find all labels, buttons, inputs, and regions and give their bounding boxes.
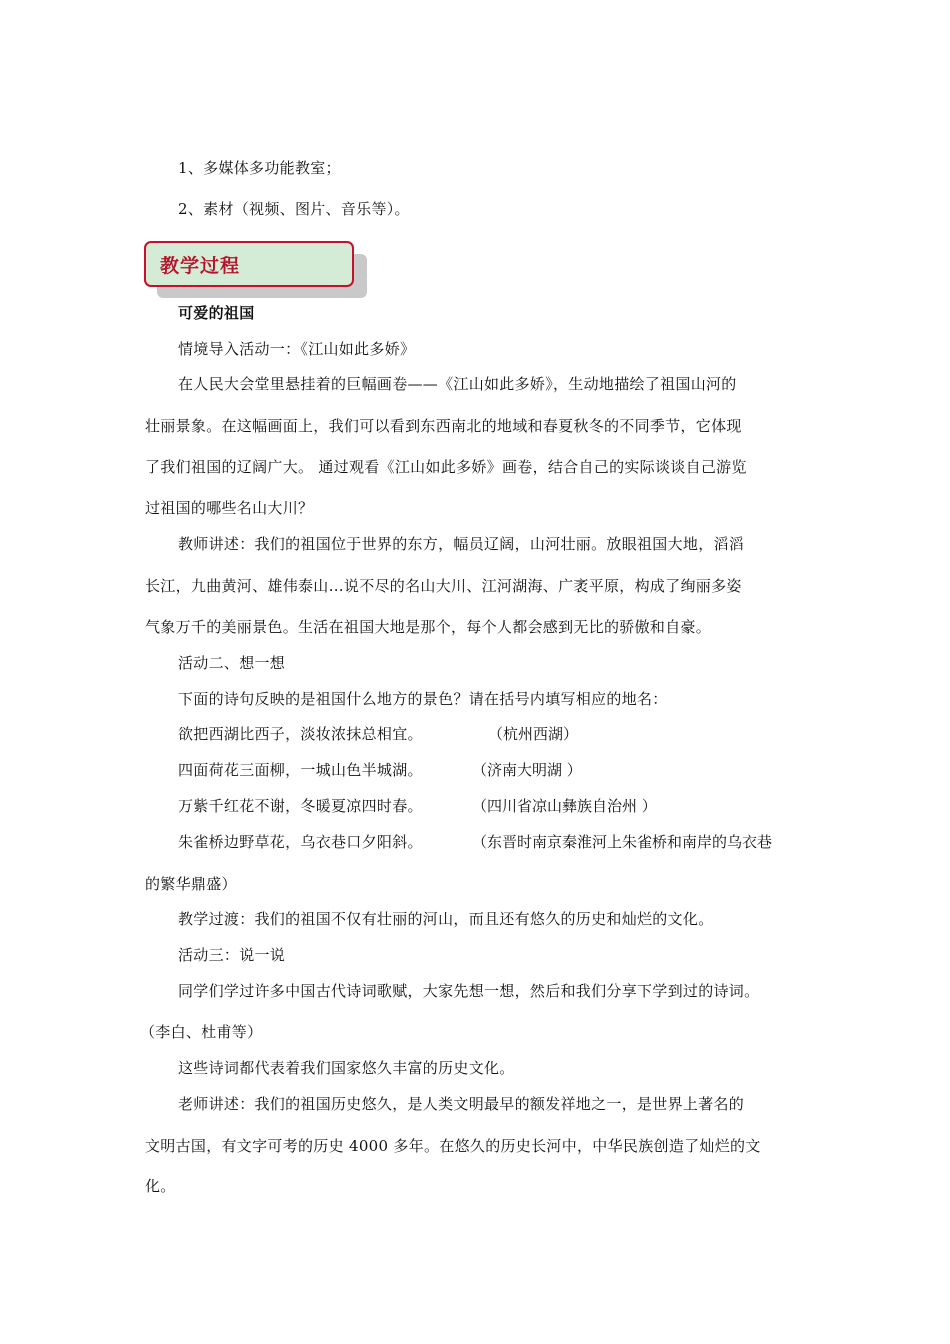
activity1-title: 情境导入活动一：《江山如此多娇》	[178, 340, 416, 358]
teacher1-line-2: 长江，九曲黄河、雄伟泰山…说不尽的名山大川、江河湖海、广袤平原，构成了绚丽多姿	[145, 577, 742, 595]
section-header-label: 教学过程	[160, 255, 241, 277]
teacher1-line-1: 教师讲述：我们的祖国位于世界的东方，幅员辽阔，山河壮丽。放眼祖国大地，滔滔	[178, 535, 745, 553]
activity2-title: 活动二、想一想	[178, 654, 286, 672]
poem-answer-continuation: 的繁华鼎盛）	[145, 875, 237, 893]
poem-line: 朱雀桥边野草花，乌衣巷口夕阳斜。	[178, 833, 423, 851]
materials-item-2: 2、素材（视频、图片、音乐等）。	[178, 200, 410, 218]
activity1-para-line-3: 了我们祖国的辽阔广大。 通过观看《江山如此多娇》画卷，结合自己的实际谈谈自己游览	[145, 458, 747, 476]
materials-item-1: 1、多媒体多功能教室；	[178, 159, 341, 177]
activity1-para-line-4: 过祖国的哪些名山大川？	[145, 499, 314, 517]
poem-line: 欲把西湖比西子，淡妆浓抹总相宜。	[178, 725, 423, 743]
section-header-box	[144, 241, 354, 287]
activity1-para-line-2: 壮丽景象。在这幅画面上，我们可以看到东西南北的地域和春夏秋冬的不同季节，它体现	[145, 417, 742, 435]
teacher2-line-1: 老师讲述：我们的祖国历史悠久，是人类文明最早的额发祥地之一，是世界上著名的	[178, 1095, 745, 1113]
poem-line: 四面荷花三面柳，一城山色半城湖。	[178, 761, 423, 779]
poem-answer: （济南大明湖 ）	[472, 761, 582, 779]
poem-answer: （杭州西湖）	[488, 725, 579, 743]
poem-answer: （四川省凉山彝族自治州 ）	[472, 797, 657, 815]
poem-line: 万紫千红花不谢，冬暖夏凉四时春。	[178, 797, 423, 815]
teacher2-line-3: 化。	[145, 1177, 176, 1195]
activity3-para1: 同学们学过许多中国古代诗词歌赋，大家先想一想，然后和我们分享下学到过的诗词。	[178, 982, 760, 1000]
teacher1-line-3: 气象万千的美丽景色。生活在祖国大地是那个，每个人都会感到无比的骄傲和自豪。	[145, 618, 712, 636]
activity2-question: 下面的诗句反映的是祖国什么地方的景色？请在括号内填写相应的地名：	[178, 690, 668, 708]
lesson-title: 可爱的祖国	[178, 304, 255, 322]
poem-answer: （东晋时南京秦淮河上朱雀桥和南岸的乌衣巷	[472, 833, 773, 851]
activity3-para1-continuation: （李白、杜甫等）	[140, 1023, 263, 1041]
activity1-para-line-1: 在人民大会堂里悬挂着的巨幅画卷——《江山如此多娇》，生动地描绘了祖国山河的	[178, 375, 737, 393]
transition-text: 教学过渡：我们的祖国不仅有壮丽的河山，而且还有悠久的历史和灿烂的文化。	[178, 910, 714, 928]
activity3-para2: 这些诗词都代表着我们国家悠久丰富的历史文化。	[178, 1059, 515, 1077]
teacher2-line-2: 文明古国，有文字可考的历史 4000 多年。在悠久的历史长河中，中华民族创造了灿烂的文	[145, 1137, 761, 1155]
activity3-title: 活动三：说一说	[178, 946, 286, 964]
